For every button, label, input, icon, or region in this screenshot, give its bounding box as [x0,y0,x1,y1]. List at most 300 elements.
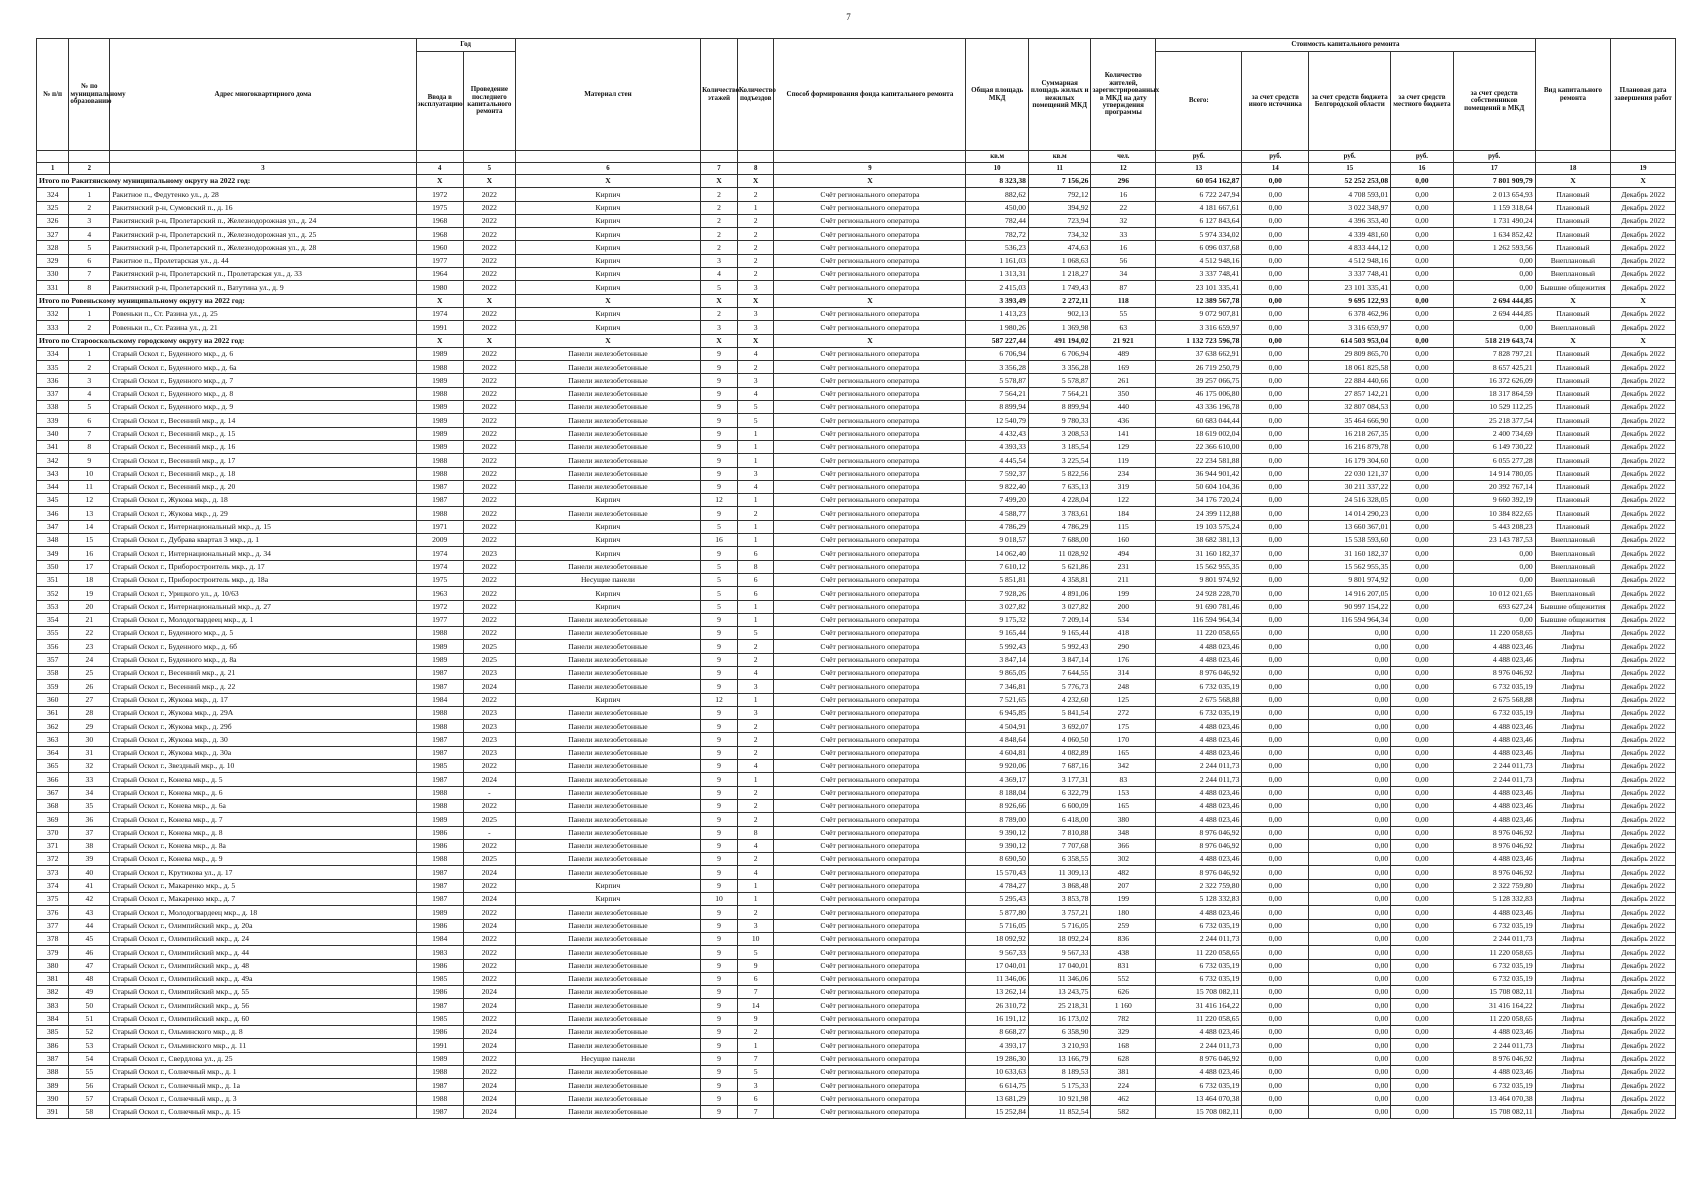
table-cell: 0,00 [1391,932,1454,945]
table-row [37,906,1676,919]
table-cell: 0,00 [1242,241,1309,254]
table-cell: Счёт регионального оператора [774,480,966,493]
table-cell: Декабрь 2022 [1611,1026,1676,1039]
table-cell: 2 [69,361,110,374]
table-cell: Панели железобетонные [515,454,700,467]
subtotal-cell: X [416,294,463,307]
table-cell: Декабрь 2022 [1611,693,1676,706]
table-cell: Лифты [1535,1065,1610,1078]
table-cell: 8 [737,560,774,573]
table-cell: 1987 [416,999,463,1012]
table-row [37,573,1676,586]
table-cell: 0,00 [1391,986,1454,999]
table-cell: 1989 [416,440,463,453]
table-cell: 2 [737,188,774,201]
table-cell: 0,00 [1242,826,1309,839]
table-cell: 1988 [416,1065,463,1078]
table-row [37,879,1676,892]
table-cell: 325 [37,201,69,214]
table-cell: 2025 [463,813,515,826]
table-row [37,613,1676,626]
table-cell: 374 [37,879,69,892]
table-cell: 6 945,85 [966,706,1029,719]
header-num: № п/п [37,39,69,151]
table-cell: 0,00 [1242,1092,1309,1105]
table-row [37,1079,1676,1092]
table-cell: 7 810,88 [1028,826,1091,839]
table-cell: Счёт регионального оператора [774,560,966,573]
table-cell: Кирпич [515,321,700,334]
table-cell: Декабрь 2022 [1611,427,1676,440]
table-cell: 7 [737,1052,774,1065]
table-cell: 12 [701,494,738,507]
table-cell: 14 062,40 [966,547,1029,560]
table-cell: Плановый [1535,480,1610,493]
table-cell: 4 [69,387,110,400]
subtotal-cell: X [515,175,700,188]
table-cell: 1 262 593,56 [1453,241,1535,254]
table-row [37,866,1676,879]
table-cell: 3 [737,467,774,480]
column-number-cell: 18 [1535,163,1610,175]
table-cell: 366 [37,773,69,786]
table-cell: 9 390,12 [966,839,1029,852]
table-cell: 5 [701,560,738,573]
table-cell: 2024 [463,919,515,932]
table-cell: 5 443 208,23 [1453,520,1535,533]
table-cell: 83 [1091,773,1156,786]
table-cell: 0,00 [1391,653,1454,666]
header-floors: Количество этажей [701,39,738,151]
table-row [37,893,1676,906]
column-number-cell: 4 [416,163,463,175]
table-cell: Ракитянский р-н, Пролетарский п., Пролетарская ул., д. 33 [110,268,416,281]
table-cell: 8 926,66 [966,799,1029,812]
table-cell: 4 848,64 [966,733,1029,746]
table-cell: Декабрь 2022 [1611,347,1676,360]
table-cell: Лифты [1535,1026,1610,1039]
table-cell: 6 127 843,64 [1156,214,1242,227]
table-cell: 18 092,24 [1028,932,1091,945]
subtotal-cell: 7 801 909,79 [1453,175,1535,188]
table-cell: Декабрь 2022 [1611,201,1676,214]
table-cell: 231 [1091,560,1156,573]
table-cell: 22 [1091,201,1156,214]
table-cell: Декабрь 2022 [1611,480,1676,493]
table-cell: Декабрь 2022 [1611,454,1676,467]
table-cell: 11 220 058,65 [1156,1012,1242,1025]
subtotal-cell: X [774,294,966,307]
table-cell: 25 218,31 [1028,999,1091,1012]
table-cell: 384 [37,1012,69,1025]
table-cell: 0,00 [1391,680,1454,693]
table-cell: Ракитянский р-н, Сумовский п., д. 16 [110,201,416,214]
table-cell: Лифты [1535,932,1610,945]
table-cell: 2022 [463,906,515,919]
table-cell: Счёт регионального оператора [774,786,966,799]
table-cell: 9 [701,613,738,626]
table-cell: Панели железобетонные [515,786,700,799]
table-cell: 1963 [416,587,463,600]
table-cell: 13 262,14 [966,986,1029,999]
table-cell: 4 488 023,46 [1453,799,1535,812]
table-cell: 1 [737,693,774,706]
table-row [37,946,1676,959]
table-cell: 9 [701,1092,738,1105]
table-cell: 9 [701,786,738,799]
table-cell: 55 [1091,307,1156,320]
table-cell: 4 488 023,46 [1156,640,1242,653]
table-cell: 23 101 335,41 [1309,281,1391,294]
table-row [37,1092,1676,1105]
table-cell: 2024 [463,893,515,906]
table-cell: 30 [69,733,110,746]
table-cell: 22 366 610,00 [1156,440,1242,453]
table-cell: 1974 [416,547,463,560]
table-cell: 327 [37,228,69,241]
table-cell: 24 [69,653,110,666]
table-cell: 0,00 [1391,347,1454,360]
table-cell: 9 [69,454,110,467]
table-cell: Лифты [1535,1105,1610,1118]
table-cell: 7 592,37 [966,467,1029,480]
table-row [37,281,1676,294]
table-cell: 29 809 865,70 [1309,347,1391,360]
header-cost-federal: за счет средств иного источника [1242,52,1309,151]
table-cell: 4 369,17 [966,773,1029,786]
table-cell: Счёт регионального оператора [774,547,966,560]
table-cell: Старый Оскол г., Солнечный мкр., д. 15 [110,1105,416,1118]
table-cell: 381 [37,972,69,985]
table-cell: 2022 [463,467,515,480]
table-cell: 3 316 659,97 [1156,321,1242,334]
table-cell: 0,00 [1309,999,1391,1012]
table-cell: Декабрь 2022 [1611,440,1676,453]
table-cell: 3 [737,374,774,387]
subtotal-cell: 0,00 [1391,294,1454,307]
table-cell: Кирпич [515,547,700,560]
table-cell: 0,00 [1391,760,1454,773]
table-cell: Счёт регионального оператора [774,201,966,214]
table-cell: Лифты [1535,760,1610,773]
header-entrances: Количество подъездов [737,39,774,151]
table-cell: 0,00 [1242,1065,1309,1078]
table-cell: Счёт регионального оператора [774,281,966,294]
table-cell: 22 [69,627,110,640]
table-cell: Декабрь 2022 [1611,946,1676,959]
table-cell: 329 [1091,1026,1156,1039]
table-cell: 0,00 [1309,1012,1391,1025]
table-cell: 15 708 082,11 [1453,986,1535,999]
table-cell: - [463,826,515,839]
table-cell: 9 [701,640,738,653]
table-cell: 32 807 084,53 [1309,401,1391,414]
table-cell: 5 [737,627,774,640]
table-cell: 2 [737,241,774,254]
table-cell: 0,00 [1391,281,1454,294]
table-cell: 13 681,29 [966,1092,1029,1105]
table-cell: 6 358,55 [1028,853,1091,866]
table-cell: Старый Оскол г., Жукова мкр., д. 29б [110,720,416,733]
table-cell: 0,00 [1391,228,1454,241]
table-cell: 0,00 [1309,853,1391,866]
table-cell: 348 [1091,826,1156,839]
table-cell: 0,00 [1391,959,1454,972]
table-cell: 5 851,81 [966,573,1029,586]
table-cell: Лифты [1535,786,1610,799]
table-cell: 169 [1091,361,1156,374]
subtotal-cell: X [701,175,738,188]
table-cell: 2 675 568,88 [1453,693,1535,706]
table-cell: 2022 [463,600,515,613]
table-cell: 45 [69,932,110,945]
table-cell: Плановый [1535,427,1610,440]
table-row [37,1052,1676,1065]
column-number-cell: 12 [1091,163,1156,175]
table-cell: 1 [737,1039,774,1052]
table-cell: Декабрь 2022 [1611,773,1676,786]
table-cell: 8 976 046,92 [1453,866,1535,879]
table-cell: 8 899,94 [966,401,1029,414]
table-cell: Лифты [1535,853,1610,866]
table-cell: 7 635,13 [1028,480,1091,493]
table-cell: 379 [37,946,69,959]
table-cell: 47 [69,959,110,972]
unit-cell [1535,151,1610,163]
table-row [37,507,1676,520]
table-cell: 1 634 852,42 [1453,228,1535,241]
table-cell: 8 976 046,92 [1156,666,1242,679]
table-cell: Декабрь 2022 [1611,1105,1676,1118]
subtotal-cell: X [1611,294,1676,307]
capital-repair-table-container [36,38,1676,1119]
column-number-cell: 19 [1611,163,1676,175]
table-cell: Старый Оскол г., Олимпийский мкр., д. 55 [110,986,416,999]
table-cell: Счёт регионального оператора [774,507,966,520]
table-cell: 9 390,12 [966,826,1029,839]
table-cell: Декабрь 2022 [1611,919,1676,932]
table-cell: 4 512 948,16 [1309,254,1391,267]
table-cell: Панели железобетонные [515,1026,700,1039]
subtotal-row [37,175,1676,188]
table-cell: 31 160 182,37 [1156,547,1242,560]
table-cell: 0,00 [1242,401,1309,414]
table-cell: 6 732 035,19 [1156,1079,1242,1092]
table-cell: Декабрь 2022 [1611,706,1676,719]
table-cell: Старый Оскол г., Весенний мкр., д. 15 [110,427,416,440]
table-cell: Старый Оскол г., Олимпийский мкр., д. 60 [110,1012,416,1025]
table-cell: Лифты [1535,799,1610,812]
table-cell: 1 [737,893,774,906]
table-row [37,188,1676,201]
table-cell: 4 432,43 [966,427,1029,440]
capital-repair-table [36,38,1676,1119]
table-cell: 15 708 082,11 [1156,986,1242,999]
subtotal-cell: X [701,294,738,307]
table-cell: Плановый [1535,307,1610,320]
table-cell: 5 992,43 [1028,640,1091,653]
table-cell: Декабрь 2022 [1611,241,1676,254]
unit-cell [110,151,416,163]
table-row [37,959,1676,972]
table-cell: 2 244 011,73 [1453,773,1535,786]
table-cell: Декабрь 2022 [1611,839,1676,852]
table-cell: Несущие панели [515,1052,700,1065]
table-cell: 0,00 [1453,547,1535,560]
table-cell: 0,00 [1391,893,1454,906]
column-number-cell: 1 [37,163,69,175]
table-cell: 0,00 [1242,361,1309,374]
table-cell: 2022 [463,1065,515,1078]
subtotal-cell: 1 132 723 596,78 [1156,334,1242,347]
table-cell: 2022 [463,201,515,214]
table-cell: 365 [37,760,69,773]
table-cell: 13 243,75 [1028,986,1091,999]
table-cell: 1989 [416,414,463,427]
table-cell: 5 295,43 [966,893,1029,906]
table-cell: Декабрь 2022 [1611,720,1676,733]
table-cell: 2025 [463,653,515,666]
table-cell: 0,00 [1309,640,1391,653]
table-cell: 116 594 964,34 [1156,613,1242,626]
unit-cell [463,151,515,163]
table-cell: 902,13 [1028,307,1091,320]
table-cell: 24 399 112,88 [1156,507,1242,520]
table-cell: 290 [1091,640,1156,653]
table-cell: Счёт регионального оператора [774,1105,966,1118]
table-cell: 4 488 023,46 [1156,1065,1242,1078]
table-cell: Лифты [1535,893,1610,906]
table-cell: Старый Оскол г., Конева мкр., д. 6 [110,786,416,799]
table-row [37,228,1676,241]
table-cell: 4 082,89 [1028,746,1091,759]
table-cell: 4 339 481,60 [1309,228,1391,241]
table-cell: 0,00 [1453,613,1535,626]
table-cell: 0,00 [1309,720,1391,733]
table-cell: Кирпич [515,241,700,254]
table-cell: 4 488 023,46 [1156,746,1242,759]
table-cell: 0,00 [1242,307,1309,320]
table-cell: 8 899,94 [1028,401,1091,414]
table-cell: 6 096 037,68 [1156,241,1242,254]
table-cell: 58 [69,1105,110,1118]
table-cell: 2024 [463,1026,515,1039]
table-cell: Лифты [1535,999,1610,1012]
table-cell: 16 372 626,09 [1453,374,1535,387]
table-cell: 0,00 [1391,573,1454,586]
table-cell: 8 789,00 [966,813,1029,826]
table-cell: Счёт регионального оператора [774,1092,966,1105]
subtotal-cell: X [774,175,966,188]
table-cell: 0,00 [1242,799,1309,812]
table-cell: Лифты [1535,680,1610,693]
table-cell: 9 567,33 [966,946,1029,959]
table-cell: Счёт регионального оператора [774,241,966,254]
table-cell: 5 175,33 [1028,1079,1091,1092]
table-cell: Старый Оскол г., Олимпийский мкр., д. 49а [110,972,416,985]
table-cell: 369 [37,813,69,826]
table-cell: 0,00 [1242,587,1309,600]
table-cell: Счёт регионального оператора [774,760,966,773]
table-cell: 0,00 [1242,281,1309,294]
table-cell: 1986 [416,986,463,999]
table-cell: 1972 [416,600,463,613]
subtotal-cell: X [737,294,774,307]
table-cell: Панели железобетонные [515,799,700,812]
table-cell: Панели железобетонные [515,733,700,746]
table-cell: 0,00 [1242,893,1309,906]
table-cell: 0,00 [1391,307,1454,320]
table-cell: Панели железобетонные [515,746,700,759]
table-cell: 0,00 [1309,879,1391,892]
table-cell: 2 [737,640,774,653]
table-cell: 2 [69,201,110,214]
table-cell: Старый Оскол г., Буденного мкр., д. 6б [110,640,416,653]
table-cell: Старый Оскол г., Крутикова ул., д. 17 [110,866,416,879]
table-cell: Декабрь 2022 [1611,906,1676,919]
table-cell: 3 225,54 [1028,454,1091,467]
table-cell: Счёт регионального оператора [774,321,966,334]
table-cell: Панели железобетонные [515,972,700,985]
table-cell: 380 [1091,813,1156,826]
table-cell: 5 877,80 [966,906,1029,919]
table-cell: 9 [701,1079,738,1092]
table-cell: 9 [701,361,738,374]
table-cell: 0,00 [1242,1052,1309,1065]
table-cell: 383 [37,999,69,1012]
table-cell: Плановый [1535,188,1610,201]
header-living-area: Суммарная площадь жилых и нежилых помещений МКД [1028,39,1091,151]
table-cell: 378 [37,932,69,945]
table-cell: 1 [69,307,110,320]
table-row [37,1105,1676,1118]
table-cell: 362 [37,720,69,733]
table-cell: 0,00 [1309,1079,1391,1092]
table-cell: Внеплановый [1535,573,1610,586]
table-cell: 1968 [416,214,463,227]
table-cell: 0,00 [1391,467,1454,480]
table-cell: 1 [737,520,774,533]
table-cell: 3 [701,254,738,267]
table-cell: 27 [69,693,110,706]
table-cell: 4 [737,666,774,679]
table-cell: 0,00 [1391,560,1454,573]
table-cell: 10 633,63 [966,1065,1029,1078]
table-cell: 15 252,84 [966,1105,1029,1118]
table-cell: 347 [37,520,69,533]
header-fund-method: Способ формирования фонда капитального ремонта [774,39,966,151]
table-row [37,773,1676,786]
table-row [37,653,1676,666]
table-cell: Старый Оскол г., Буденного мкр., д. 9 [110,401,416,414]
table-cell: 0,00 [1453,254,1535,267]
table-cell: 7 687,16 [1028,760,1091,773]
table-cell: 36 944 901,42 [1156,467,1242,480]
table-row [37,454,1676,467]
table-row [37,799,1676,812]
table-cell: 1987 [416,680,463,693]
table-cell: 0,00 [1391,919,1454,932]
table-cell: Старый Оскол г., Олимпийский мкр., д. 44 [110,946,416,959]
table-cell: 165 [1091,799,1156,812]
table-cell: 0,00 [1309,1039,1391,1052]
table-cell: 0,00 [1242,879,1309,892]
table-cell: 18 092,92 [966,932,1029,945]
table-cell: Старый Оскол г., Урицкого ул., д. 10/63 [110,587,416,600]
table-cell: 0,00 [1391,627,1454,640]
subtotal-cell: 2 694 444,85 [1453,294,1535,307]
table-cell: 4 488 023,46 [1156,853,1242,866]
